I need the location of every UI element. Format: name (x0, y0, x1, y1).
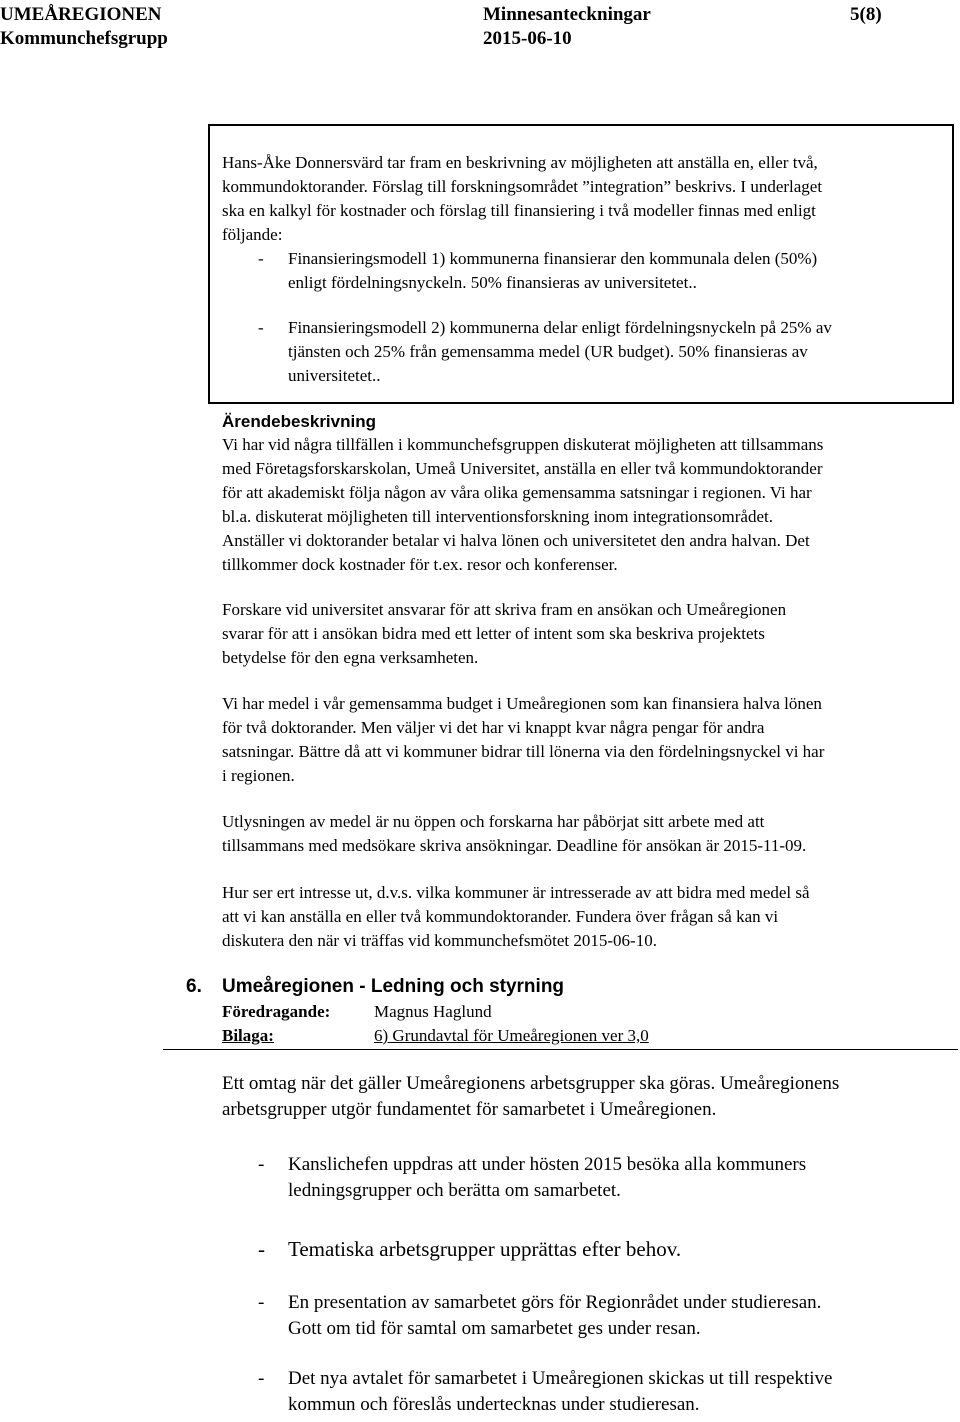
paragraph-5 (222, 881, 958, 953)
bullet-line: En presentation av samarbetet görs för Regionrådet under studieresan. (288, 1292, 822, 1313)
box-line: enligt fördelningsnyckeln. 50% finansieras av universitetet.. (288, 273, 697, 292)
bullet-item (288, 1152, 806, 1204)
bullet-dash: - (258, 1154, 265, 1175)
bullet-line: ledningsgrupper och berätta om samarbetet. (288, 1180, 621, 1201)
text-line: i regionen. (222, 766, 295, 785)
box-line: ska en kalkyl för kostnader och förslag till finansiering i två modeller finnas med enligt (222, 201, 816, 220)
text-line: bl.a. diskuterat möjligheten till interventionsforskning inom integrationsområdet. (222, 507, 773, 526)
paragraph-4 (222, 810, 958, 858)
box-line: Hans-Åke Donnersvärd tar fram en beskrivning av möjligheten att anställa en, eller två, (222, 153, 818, 172)
section-heading: Ärendebeskrivning (222, 412, 376, 431)
bullet-line: Det nya avtalet för samarbetet i Umeåregionen skickas ut till respektive (288, 1368, 833, 1389)
text-line: betydelse för den egna verksamheten. (222, 648, 479, 667)
box-line: Finansieringsmodell 1) kommunerna finansierar den kommunala delen (50%) (288, 249, 818, 268)
text-line: svarar för att i ansökan bidra med ett letter of intent som ska beskriva projektets (222, 624, 765, 643)
org-name: UMEÅREGIONEN (0, 4, 162, 25)
section-number: 6. (186, 976, 202, 997)
box-line: tjänsten och 25% från gemensamma medel (UR budget). 50% finansieras av (288, 342, 808, 361)
text-line: Vi har medel i vår gemensamma budget i Umeåregionen som kan finansiera halva lönen (222, 694, 822, 713)
paragraph-3 (222, 692, 958, 788)
bullet-dash: - (258, 1237, 265, 1261)
group-name: Kommunchefsgrupp (0, 28, 168, 49)
bullet-line: Tematiska arbetsgrupper upprättas efter behov. (288, 1237, 682, 1261)
text-line: med Företagsforskarskolan, Umeå Universitet, anställa en eller två kommundoktorander (222, 459, 823, 478)
section6-intro (222, 1071, 839, 1123)
presenter-name: Magnus Haglund (374, 1002, 492, 1021)
box-bullet-2 (288, 316, 832, 388)
box-line: universitetet.. (288, 366, 381, 385)
section-title: Umeåregionen - Ledning och styrning (222, 976, 565, 997)
attachment-name: 6) Grundavtal för Umeåregionen ver 3,0 (374, 1026, 649, 1045)
bullet-line: Gott om tid för samtal om samarbetet ges under resan. (288, 1318, 701, 1339)
section-divider (163, 1049, 958, 1050)
bullet-dash: - (258, 1368, 265, 1389)
box-line: följande: (222, 225, 283, 244)
box-bullet-dash: - (258, 249, 264, 268)
bullet-line: kommun och föreslås undertecknas under studieresan. (288, 1394, 700, 1415)
box-bullet-dash: - (258, 318, 264, 337)
bullet-item (288, 1236, 681, 1262)
text-line: tillkommer dock kostnader för t.ex. resor och konferenser. (222, 555, 618, 574)
page-number: 5(8) (850, 4, 882, 25)
presenter-label: Föredragande: (222, 1002, 331, 1021)
doc-date: 2015-06-10 (483, 28, 572, 49)
attachment-underline (282, 1024, 374, 1048)
box-paragraph (222, 151, 822, 247)
box-line: kommundoktorander. Förslag till forskningsområdet ”integration” beskrivs. I underlaget (222, 177, 823, 196)
paragraph-1 (222, 433, 958, 577)
bullet-line: Kanslichefen uppdras att under hösten 2015 besöka alla kommuners (288, 1154, 807, 1175)
text-line: Hur ser ert intresse ut, d.v.s. vilka kommuner är intresserade av att bidra med medel så (222, 883, 810, 902)
text-line: att vi kan anställa en eller två kommundoktorander. Fundera över frågan så kan vi (222, 907, 779, 926)
bullet-item (288, 1366, 832, 1418)
text-line: för två doktorander. Men väljer vi det har vi knappt kvar några pengar för andra (222, 718, 765, 737)
text-line: diskutera den när vi träffas vid kommunchefsmötet 2015-06-10. (222, 931, 657, 950)
bullet-item (288, 1290, 821, 1342)
doc-type: Minnesanteckningar (483, 4, 651, 25)
text-line: Forskare vid universitet ansvarar för att skriva fram en ansökan och Umeåregionen (222, 600, 787, 619)
attachment-label: Bilaga: (222, 1026, 274, 1045)
box-line: Finansieringsmodell 2) kommunerna delar enligt fördelningsnyckeln på 25% av (288, 318, 832, 337)
text-line: tillsammans med medsökare skriva ansökningar. Deadline för ansökan är 2015-11-09. (222, 836, 807, 855)
text-line: arbetsgrupper utgör fundamentet för samarbetet i Umeåregionen. (222, 1099, 717, 1120)
text-line: Vi har vid några tillfällen i kommunchefsgruppen diskuterat möjligheten att tillsammans (222, 435, 824, 454)
text-line: Ett omtag när det gäller Umeåregionens arbetsgrupper ska göras. Umeåregionens (222, 1073, 840, 1094)
box-bullet-1 (288, 247, 817, 295)
bullet-dash: - (258, 1292, 265, 1313)
text-line: för att akademiskt följa någon av våra olika gemensamma satsningar i regionen. Vi har (222, 483, 812, 502)
text-line: Anställer vi doktorander betalar vi halva lönen och universitetet den andra halvan. Det (222, 531, 810, 550)
text-line: Utlysningen av medel är nu öppen och forskarna har påbörjat sitt arbete med att (222, 812, 765, 831)
paragraph-2 (222, 598, 958, 670)
text-line: satsningar. Bättre då att vi kommuner bidrar till lönerna via den fördelningsnyckel vi har (222, 742, 825, 761)
